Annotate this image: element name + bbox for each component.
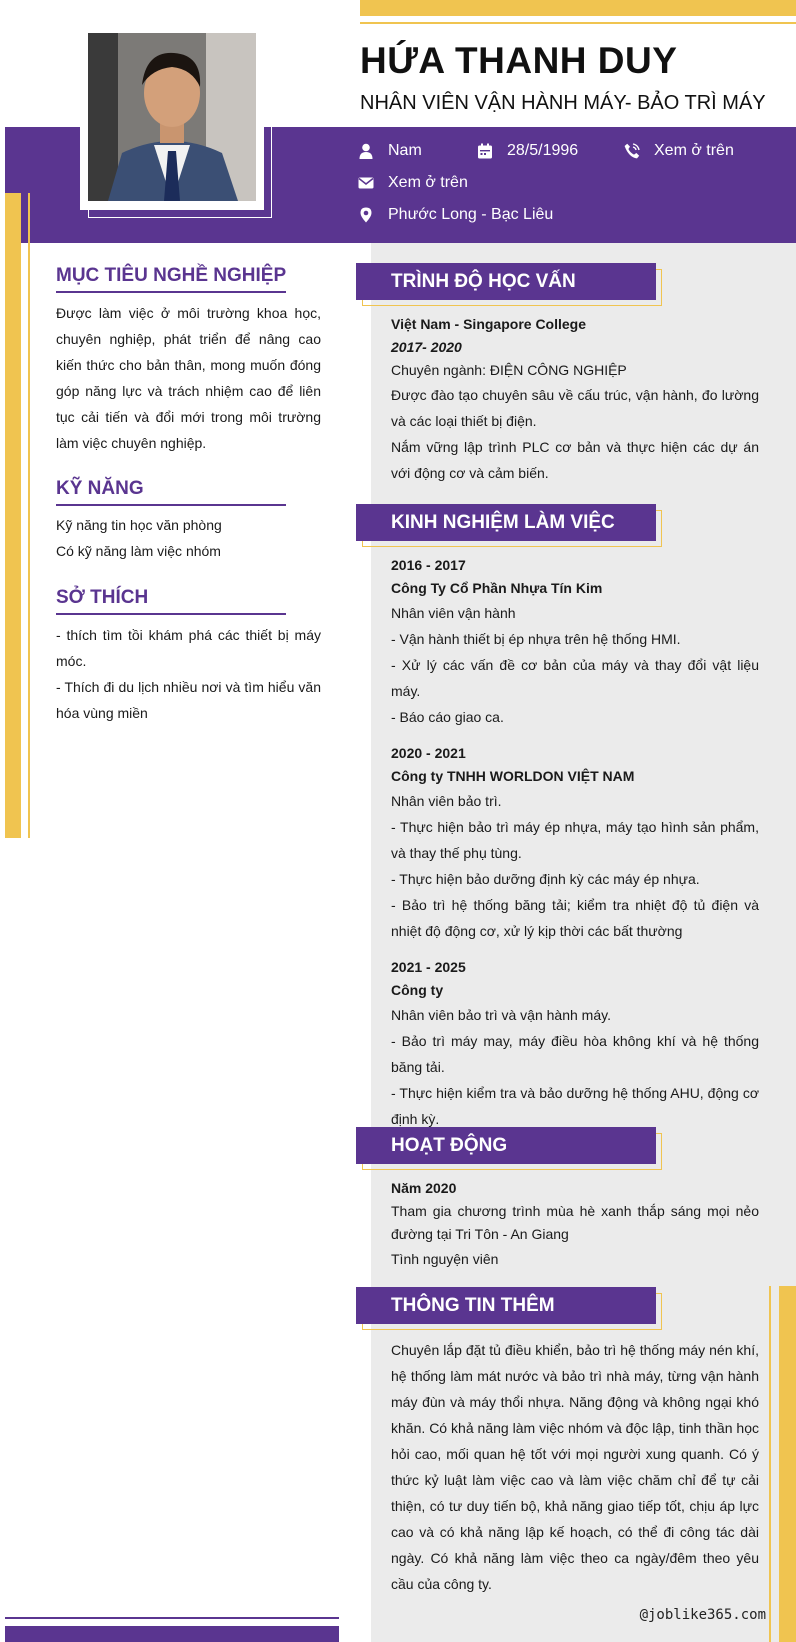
footer-purple-bar bbox=[5, 1626, 339, 1642]
education-period: 2017- 2020 bbox=[391, 339, 462, 355]
job-task: - Vận hành thiết bị ép nhựa trên hệ thống HMI. bbox=[391, 631, 681, 647]
top-gold-bar bbox=[360, 0, 796, 16]
job-period: 2021 - 2025 bbox=[391, 959, 466, 975]
avatar bbox=[88, 33, 256, 201]
phone-info bbox=[624, 142, 734, 160]
user-icon bbox=[358, 143, 374, 159]
objective-paragraph: Được làm việc ở môi trường khoa học, chuyên nghiệp, phát triển để nâng cao kiến thức cho bản thân, mong muốn đóng góp năng lực và trách nhiệm cao để liên tục cải tiến và đổi mới trong môi trường làm việc chuyên nghiệp. bbox=[56, 305, 321, 451]
birthday-info bbox=[477, 142, 578, 160]
hobbies-heading: SỞ THÍCH bbox=[56, 587, 286, 615]
website-watermark: @joblike365.com bbox=[639, 1607, 766, 1623]
job-task: - Bảo trì hệ thống băng tải; kiểm tra nhiệt độ tủ điện và nhiệt độ động cơ, xử lý kịp thời các bất thường bbox=[391, 897, 759, 939]
left-gold-bar bbox=[5, 193, 21, 838]
skill-item: Có kỹ năng làm việc nhóm bbox=[56, 543, 221, 559]
left-gold-line bbox=[28, 193, 30, 838]
location-icon bbox=[358, 207, 374, 223]
calendar-icon bbox=[477, 143, 493, 159]
birthday-value: 28/5/1996 bbox=[507, 142, 579, 159]
job-task: - Bảo trì máy may, máy điều hòa không khí và hệ thống băng tải. bbox=[391, 1033, 759, 1075]
avatar-photo bbox=[88, 33, 256, 201]
job-entry bbox=[391, 554, 759, 730]
hobby-item: - thích tìm tồi khám phá các thiết bị máy móc. bbox=[56, 627, 321, 669]
job-period: 2016 - 2017 bbox=[391, 557, 466, 573]
activities-content bbox=[391, 1177, 759, 1272]
job-company: Công Ty Cổ Phần Nhựa Tín Kim bbox=[391, 580, 603, 596]
right-gold-bar bbox=[779, 1286, 796, 1642]
gender-info bbox=[358, 142, 422, 160]
education-major: Chuyên ngành: ĐIỆN CÔNG NGHIỆP bbox=[391, 362, 627, 378]
footer-purple-line bbox=[5, 1617, 339, 1619]
objective-text bbox=[56, 300, 321, 456]
experience-heading: KINH NGHIỆM LÀM VIỆC bbox=[391, 512, 615, 533]
gender-value: Nam bbox=[388, 142, 422, 159]
job-entry bbox=[391, 742, 759, 944]
right-gold-line bbox=[769, 1286, 771, 1642]
school-name: Việt Nam - Singapore College bbox=[391, 316, 587, 332]
job-task: - Xử lý các vấn đề cơ bản của máy và thay đổi vật liệu máy. bbox=[391, 657, 759, 699]
hobby-item: - Thích đi du lịch nhiều nơi và tìm hiểu văn hóa vùng miền bbox=[56, 679, 321, 721]
address-value: Phước Long - Bạc Liêu bbox=[388, 206, 554, 223]
activity-description: Tham gia chương trình mùa hè xanh thắp sáng mọi nẻo đường tại Tri Tôn - An Giang bbox=[391, 1203, 759, 1242]
job-task: - Báo cáo giao ca. bbox=[391, 709, 504, 725]
email-icon bbox=[358, 175, 374, 191]
job-entry bbox=[391, 956, 759, 1132]
additional-content bbox=[391, 1337, 759, 1597]
additional-text: Chuyên lắp đặt tủ điều khiển, bảo trì hệ thống máy nén khí, hệ thống làm mát nước và bảo trì nhà máy, từng vận hành máy đùn và máy thổi nhựa. Năng động và không ngại khó khăn. Có khả năng làm việc nhóm và độc lập, tinh thần học hỏi cao, mối quan hệ tốt với mọi người xung quanh. Có ý thức kỷ luật làm việc cao và làm việc chăm chỉ để tự cải thiện, có tư duy tiến bộ, khả năng giao tiếp tốt, chịu áp lực cao và có khả năng lập kế hoạch, có thể đi công tác dài ngày. Có khả năng làm việc theo ca ngày/đêm theo yêu cầu của công ty. bbox=[391, 1342, 759, 1592]
job-task: - Thực hiện bảo dưỡng định kỳ các máy ép nhựa. bbox=[391, 871, 700, 887]
activity-role: Tình nguyện viên bbox=[391, 1251, 499, 1267]
job-period: 2020 - 2021 bbox=[391, 745, 466, 761]
top-gold-line bbox=[360, 22, 796, 24]
hobbies-list bbox=[56, 622, 321, 726]
job-task: - Thực hiện kiểm tra và bảo dưỡng hệ thống AHU, động cơ định kỳ. bbox=[391, 1085, 759, 1127]
activity-year: Năm 2020 bbox=[391, 1180, 457, 1196]
address-info bbox=[358, 206, 553, 224]
skills-list bbox=[56, 512, 321, 564]
job-position: Nhân viên bảo trì. bbox=[391, 793, 502, 809]
job-task: - Thực hiện bảo trì máy ép nhựa, máy tạo hình sản phẩm, và thay thế phụ tùng. bbox=[391, 819, 759, 861]
education-heading: TRÌNH ĐỘ HỌC VẤN bbox=[391, 271, 576, 292]
job-company: Công ty TNHH WORLDON VIỆT NAM bbox=[391, 768, 635, 784]
job-title: NHÂN VIÊN VẬN HÀNH MÁY- BẢO TRÌ MÁY bbox=[360, 92, 766, 114]
experience-content bbox=[391, 554, 759, 1132]
skill-item: Kỹ năng tin học văn phòng bbox=[56, 517, 222, 533]
additional-heading: THÔNG TIN THÊM bbox=[391, 1295, 555, 1316]
activities-heading: HOẠT ĐỘNG bbox=[391, 1135, 508, 1156]
education-content bbox=[391, 313, 759, 486]
phone-icon bbox=[624, 143, 640, 159]
job-position: Nhân viên vận hành bbox=[391, 605, 516, 621]
education-line: Nắm vững lập trình PLC cơ bản và thực hiện các dự án với động cơ và cảm biến. bbox=[391, 439, 759, 481]
job-company: Công ty bbox=[391, 982, 444, 998]
candidate-name: HỨA THANH DUY bbox=[360, 40, 678, 81]
email-info bbox=[358, 174, 468, 192]
skills-heading: KỸ NĂNG bbox=[56, 478, 286, 506]
email-value: Xem ở trên bbox=[388, 174, 468, 191]
phone-value: Xem ở trên bbox=[654, 142, 734, 159]
job-position: Nhân viên bảo trì và vận hành máy. bbox=[391, 1007, 611, 1023]
objective-heading: MỤC TIÊU NGHỀ NGHIỆP bbox=[56, 265, 286, 293]
education-line: Được đào tạo chuyên sâu về cấu trúc, vận hành, đo lường và các loại thiết bị điện. bbox=[391, 387, 759, 429]
